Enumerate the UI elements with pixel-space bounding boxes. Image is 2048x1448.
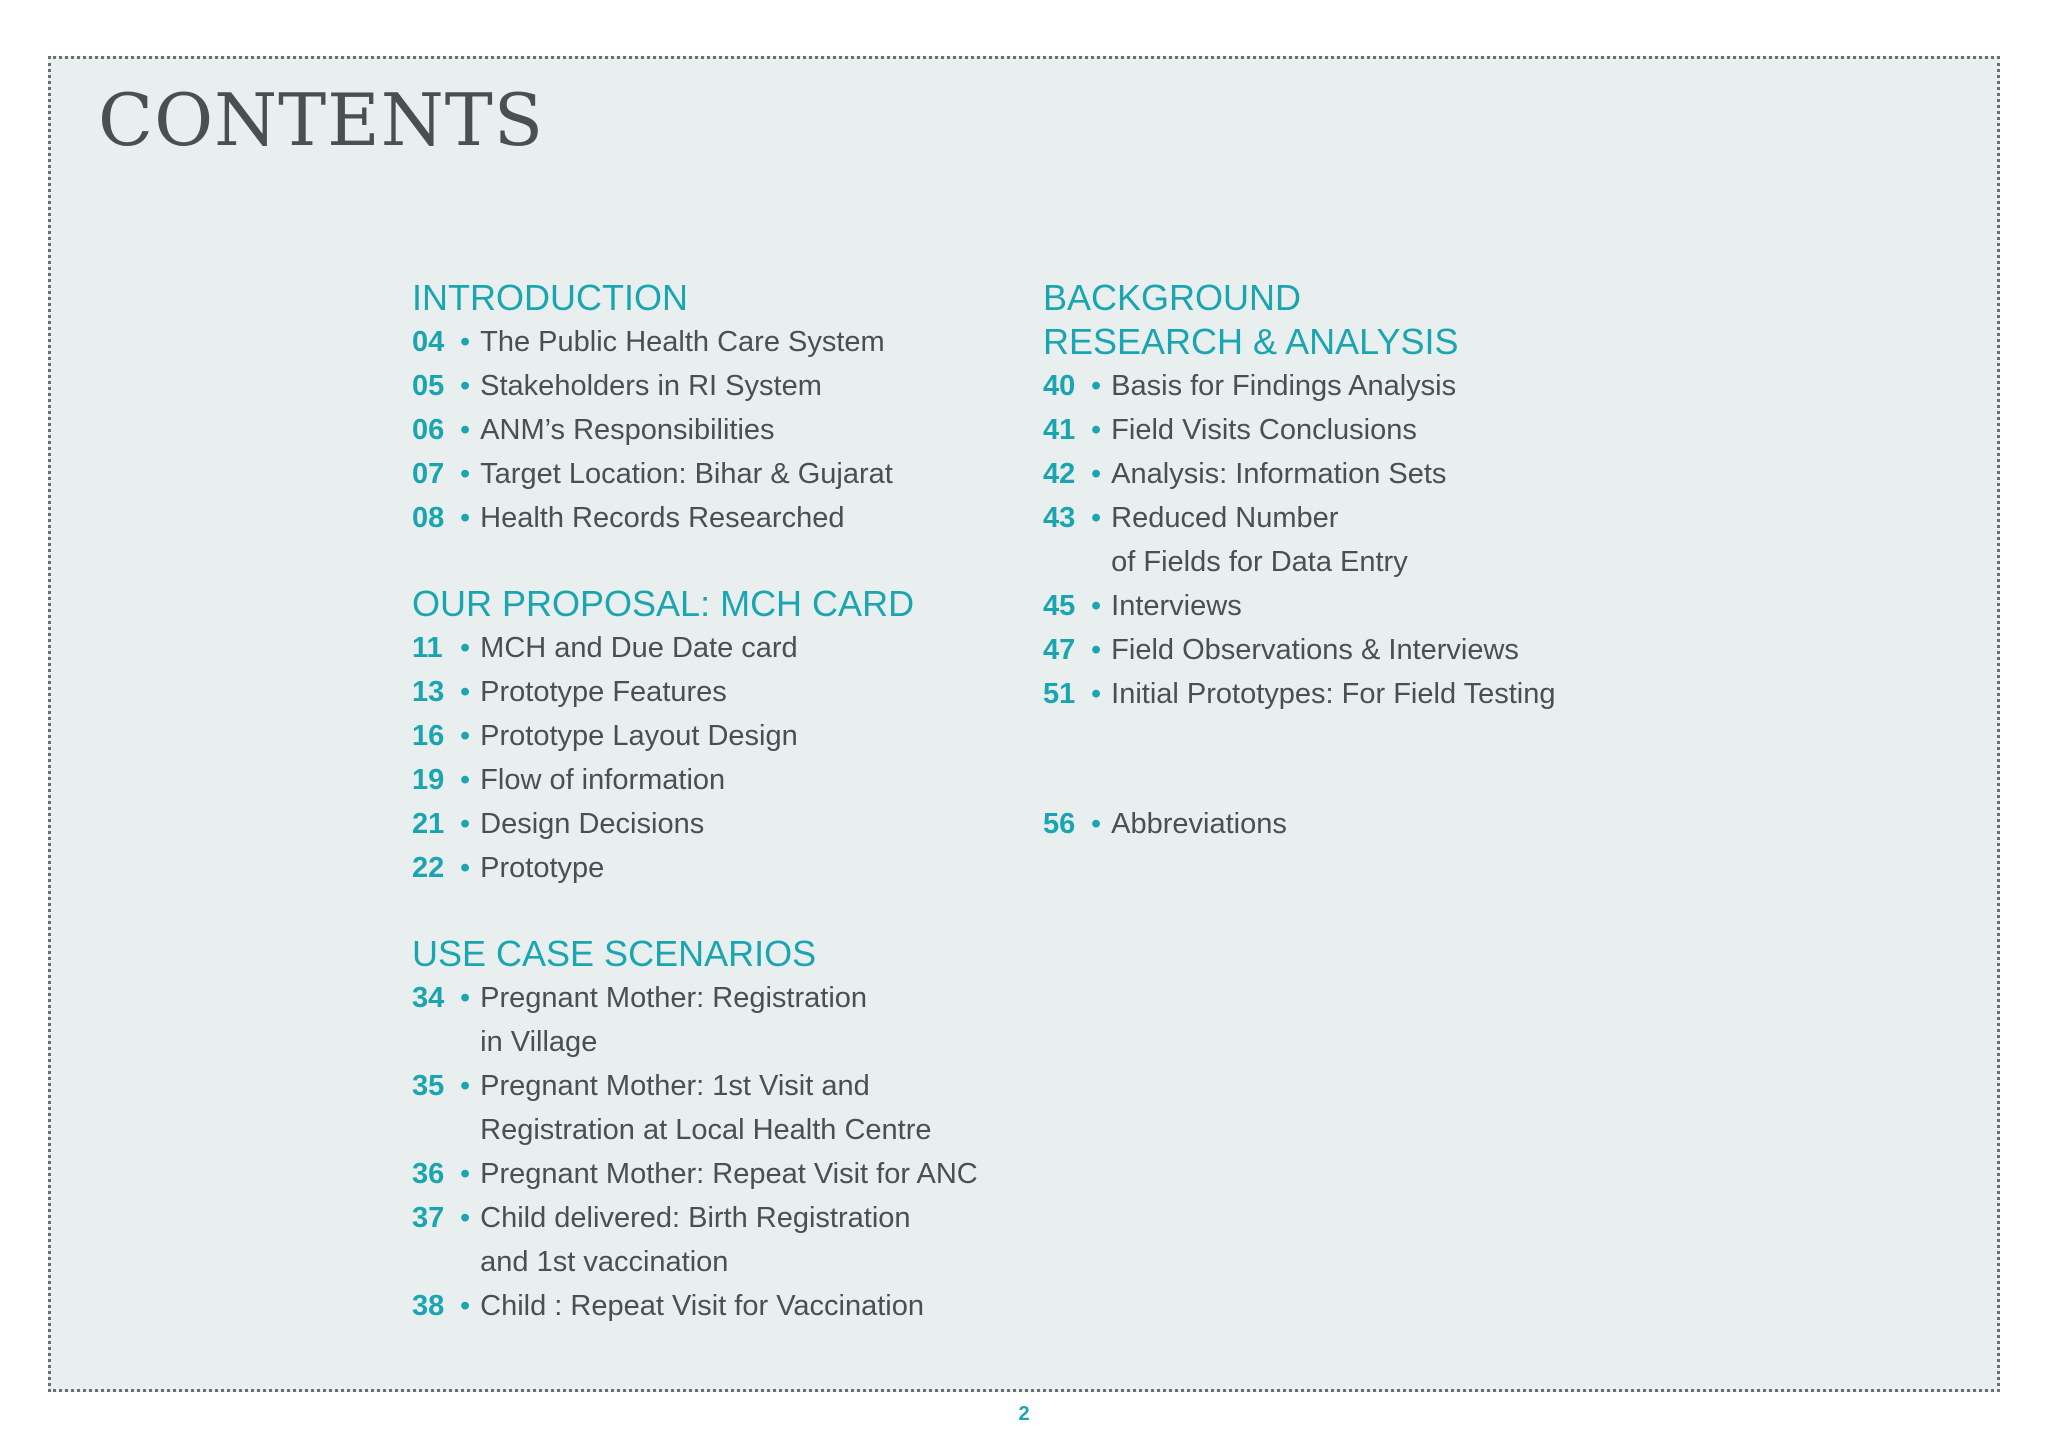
toc-page-number: 43: [1043, 502, 1076, 534]
toc-entry[interactable]: [1043, 584, 1556, 628]
toc-entry[interactable]: [412, 714, 978, 758]
toc-entry-label: [480, 452, 893, 496]
toc-entry[interactable]: [412, 496, 978, 540]
toc-section: [1043, 758, 1556, 846]
toc-entry-label: [1111, 408, 1417, 452]
toc-entry-line: Interviews: [1111, 590, 1242, 622]
bullet-icon: •: [460, 1158, 471, 1190]
toc-entry-label: [480, 846, 604, 890]
toc-entry-line: in Village: [480, 1026, 598, 1058]
toc-entry-line: and 1st vaccination: [480, 1246, 729, 1278]
toc-entry-line: Field Visits Conclusions: [1111, 414, 1417, 446]
toc-page-number: 19: [412, 764, 445, 796]
toc-entry[interactable]: [412, 670, 978, 714]
toc-column-right: [1043, 276, 1556, 888]
section-heading-line: BACKGROUND: [1043, 277, 1302, 318]
bullet-icon: •: [1091, 502, 1102, 534]
toc-page-number: 05: [412, 370, 445, 402]
section-heading-line: OUR PROPOSAL: MCH CARD: [412, 583, 915, 624]
toc-entry-label: [480, 1152, 978, 1196]
toc-entry-line: Target Location: Bihar & Gujarat: [480, 458, 893, 490]
toc-entry[interactable]: [1043, 672, 1556, 716]
toc-page-number: 22: [412, 852, 445, 884]
toc-page-number: 11: [412, 632, 443, 664]
toc-section: [412, 582, 978, 890]
toc-entry-label: [480, 1064, 931, 1152]
section-heading: [412, 932, 978, 976]
toc-entry[interactable]: [1043, 364, 1556, 408]
toc-entry[interactable]: [1043, 408, 1556, 452]
section-spacer: [1043, 758, 1556, 802]
toc-entry-line: MCH and Due Date card: [480, 632, 798, 664]
toc-entry[interactable]: [412, 1196, 978, 1284]
toc-entry-label: [480, 976, 867, 1064]
toc-entry-line: Pregnant Mother: Registration: [480, 982, 868, 1014]
page-number: 2: [1018, 1403, 1030, 1425]
contents-panel: [48, 56, 2000, 1392]
section-heading: [412, 582, 978, 626]
toc-entry[interactable]: [412, 1152, 978, 1196]
bullet-icon: •: [460, 852, 471, 884]
bullet-icon: •: [460, 764, 471, 796]
toc-entry[interactable]: [412, 452, 978, 496]
section-heading: [412, 276, 978, 320]
toc-entry[interactable]: [412, 320, 978, 364]
toc-entry-line: Reduced Number: [1111, 502, 1339, 534]
bullet-icon: •: [1091, 590, 1102, 622]
toc-entry-label: [1111, 628, 1519, 672]
bullet-icon: •: [460, 414, 471, 446]
bullet-icon: •: [460, 458, 471, 490]
bullet-icon: •: [460, 1070, 471, 1102]
toc-entry[interactable]: [412, 1284, 978, 1328]
toc-entry-label: [480, 626, 798, 670]
toc-entry-label: [480, 714, 798, 758]
toc-entry-label: [1111, 672, 1555, 716]
toc-column-left: [412, 276, 978, 1370]
bullet-icon: •: [460, 982, 471, 1014]
toc-page-number: 04: [412, 326, 445, 358]
toc-entry-line: Prototype Layout Design: [480, 720, 798, 752]
bullet-icon: •: [1091, 414, 1102, 446]
toc-entry-line: Abbreviations: [1111, 808, 1287, 840]
bullet-icon: •: [460, 676, 471, 708]
bullet-icon: •: [460, 808, 471, 840]
toc-entry-label: [1111, 802, 1287, 846]
toc-section: [412, 276, 978, 540]
toc-entry-line: Initial Prototypes: For Field Testing: [1111, 678, 1556, 710]
toc-page-number: 07: [412, 458, 445, 490]
toc-page-number: 38: [412, 1290, 445, 1322]
toc-entry-label: [480, 496, 844, 540]
section-heading-line: RESEARCH & ANALYSIS: [1043, 321, 1459, 362]
toc-entry[interactable]: [412, 758, 978, 802]
toc-entry-label: [480, 1196, 910, 1284]
toc-entry-label: [480, 1284, 924, 1328]
toc-page-number: 34: [412, 982, 445, 1014]
toc-page-number: 13: [412, 676, 445, 708]
toc-entry-label: [480, 670, 727, 714]
toc-entry-line: Prototype Features: [480, 676, 727, 708]
toc-entry-label: [1111, 496, 1408, 584]
bullet-icon: •: [460, 1202, 471, 1234]
bullet-icon: •: [460, 502, 471, 534]
bullet-icon: •: [460, 370, 471, 402]
toc-entry[interactable]: [412, 802, 978, 846]
toc-entry[interactable]: [412, 626, 978, 670]
bullet-icon: •: [1091, 458, 1102, 490]
bullet-icon: •: [460, 720, 471, 752]
toc-page-number: 06: [412, 414, 445, 446]
toc-page-number: 42: [1043, 458, 1076, 490]
toc-entry-label: [480, 364, 822, 408]
toc-entry-line: Field Observations & Interviews: [1111, 634, 1519, 666]
toc-page-number: 08: [412, 502, 445, 534]
bullet-icon: •: [460, 1290, 471, 1322]
toc-entry[interactable]: [412, 1064, 978, 1152]
toc-entry-line: The Public Health Care System: [480, 326, 885, 358]
toc-entry-line: of Fields for Data Entry: [1111, 546, 1408, 578]
toc-entry[interactable]: [1043, 628, 1556, 672]
bullet-icon: •: [460, 326, 471, 358]
section-heading: [1043, 276, 1556, 364]
toc-entry-line: Child : Repeat Visit for Vaccination: [480, 1290, 924, 1322]
toc-page-number: 45: [1043, 590, 1076, 622]
toc-entry-line: Analysis: Information Sets: [1111, 458, 1447, 490]
bullet-icon: •: [1091, 370, 1102, 402]
toc-entry[interactable]: [1043, 496, 1556, 584]
toc-page-number: 37: [412, 1202, 445, 1234]
bullet-icon: •: [460, 632, 471, 664]
toc-entry-line: Prototype: [480, 852, 605, 884]
toc-page-number: 21: [412, 808, 445, 840]
toc-entry[interactable]: [412, 408, 978, 452]
toc-page-number: 56: [1043, 808, 1076, 840]
toc-entry-label: [480, 802, 704, 846]
toc-entry-label: [1111, 452, 1446, 496]
toc-entry-label: [480, 408, 774, 452]
toc-page-number: 16: [412, 720, 445, 752]
toc-entry[interactable]: [412, 846, 978, 890]
toc-entry-line: Pregnant Mother: Repeat Visit for ANC: [480, 1158, 978, 1190]
toc-entry[interactable]: [412, 364, 978, 408]
toc-section: [412, 932, 978, 1328]
toc-page-number: 51: [1043, 678, 1076, 710]
bullet-icon: •: [1091, 634, 1102, 666]
toc-page-number: 40: [1043, 370, 1076, 402]
toc-entry-label: [1111, 364, 1456, 408]
toc-page-number: 36: [412, 1158, 445, 1190]
toc-page-number: 35: [412, 1070, 445, 1102]
toc-entry[interactable]: [1043, 452, 1556, 496]
toc-entry-label: [1111, 584, 1242, 628]
toc-entry-line: Basis for Findings Analysis: [1111, 370, 1457, 402]
toc-entry-line: Pregnant Mother: 1st Visit and: [480, 1070, 870, 1102]
toc-entry-line: Design Decisions: [480, 808, 705, 840]
toc-entry-label: [480, 320, 885, 364]
page-title: CONTENTS: [98, 78, 545, 162]
bullet-icon: •: [1091, 678, 1102, 710]
toc-entry-line: Stakeholders in RI System: [480, 370, 822, 402]
section-heading-line: USE CASE SCENARIOS: [412, 933, 817, 974]
toc-section: [1043, 276, 1556, 716]
toc-entry-line: ANM’s Responsibilities: [480, 414, 775, 446]
toc-entry-line: Registration at Local Health Centre: [480, 1114, 932, 1146]
toc-entry[interactable]: [412, 976, 978, 1064]
toc-page-number: 41: [1043, 414, 1076, 446]
section-heading-line: INTRODUCTION: [412, 277, 688, 318]
toc-entry-line: Health Records Researched: [480, 502, 845, 534]
toc-entry-line: Child delivered: Birth Registration: [480, 1202, 911, 1234]
toc-entry-label: [480, 758, 725, 802]
toc-page-number: 47: [1043, 634, 1076, 666]
bullet-icon: •: [1091, 808, 1102, 840]
toc-entry[interactable]: [1043, 802, 1556, 846]
toc-entry-line: Flow of information: [480, 764, 726, 796]
